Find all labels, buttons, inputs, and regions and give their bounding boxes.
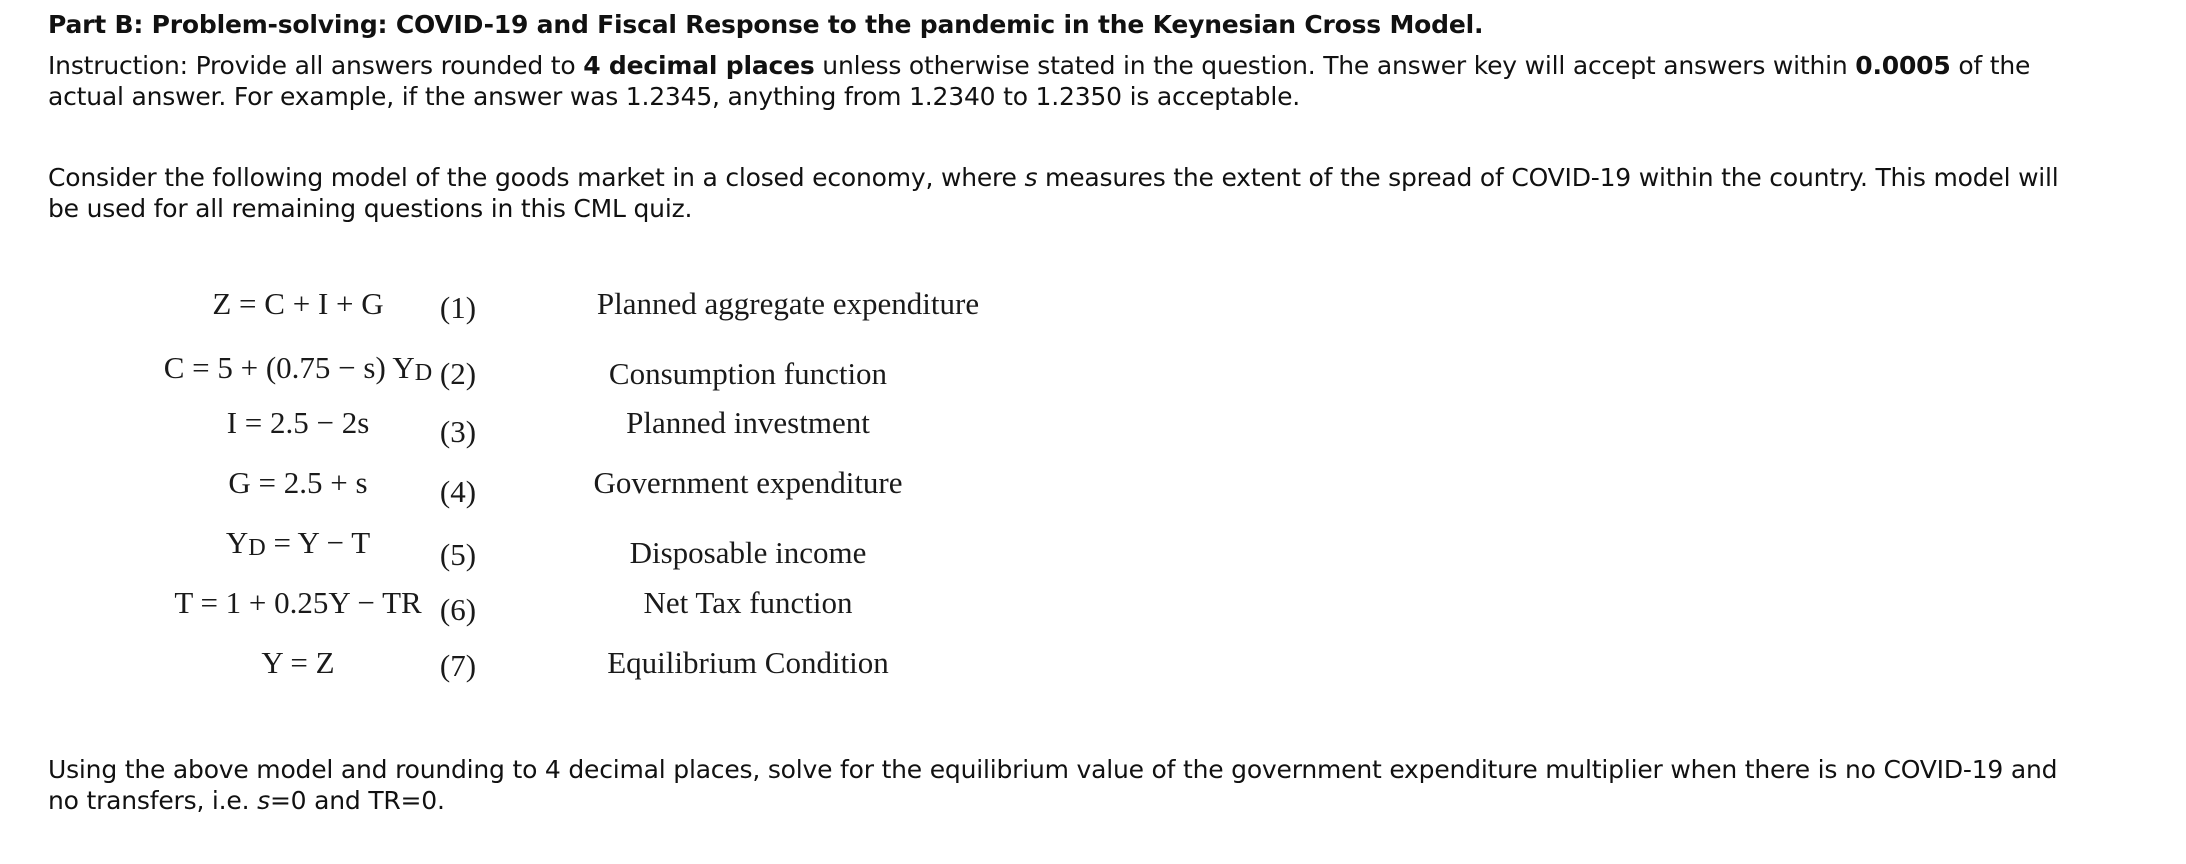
equation-5-description: Disposable income bbox=[629, 535, 867, 570]
instruction-prefix: Instruction: Provide all answers rounded to bbox=[48, 51, 584, 80]
equation-6-number: (6) bbox=[439, 592, 477, 627]
equation-7-number: (7) bbox=[439, 648, 477, 683]
model-intro-suffix: measures the extent of the spread of COVID-19 within the country. This model will be used for all remaining questions in this CML quiz. bbox=[48, 163, 2059, 223]
equation-5-subscript: D bbox=[248, 533, 266, 561]
question-suffix: =0 and TR=0. bbox=[269, 786, 445, 815]
equation-5-number: (5) bbox=[439, 537, 477, 572]
instruction-bold-decimals: 4 decimal places bbox=[583, 51, 815, 80]
equation-6-description: Net Tax function bbox=[643, 585, 853, 620]
equation-2-main: C = 5 + (0.75 − s) Y bbox=[163, 350, 415, 385]
instruction-suffix: of the actual answer. For example, if the answer was 1.2345, anything from 1.2340 to 1.2350 is acceptable. bbox=[48, 51, 2031, 111]
instruction-bold-tolerance: 0.0005 bbox=[1855, 51, 1951, 80]
model-intro-variable: s bbox=[1024, 163, 1038, 192]
equation-2-subscript: D bbox=[414, 358, 433, 386]
equation-2-description: Consumption function bbox=[608, 356, 888, 391]
equation-4-description: Government expenditure bbox=[593, 465, 903, 500]
equation-7-description: Equilibrium Condition bbox=[607, 645, 889, 680]
equation-1-description: Planned aggregate expenditure bbox=[596, 286, 980, 321]
page-title: Part B: Problem-solving: COVID-19 and Fiscal Response to the pandemic in the Keynesian Cross Model. bbox=[48, 10, 1484, 39]
equation-5-tail: = Y − T bbox=[265, 525, 371, 560]
equation-7: Y = Z bbox=[261, 645, 335, 680]
question-paragraph bbox=[48, 754, 2088, 816]
equation-3-description: Planned investment bbox=[626, 405, 870, 440]
question-prefix: Using the above model and rounding to 4 decimal places, solve for the equilibrium value of the government expenditure multiplier when there is no COVID-19 and no transfers, i.e. bbox=[48, 755, 2058, 815]
equation-2-number: (2) bbox=[439, 356, 477, 391]
equation-3-number: (3) bbox=[439, 414, 477, 449]
equation-3: I = 2.5 − 2s bbox=[226, 405, 370, 440]
model-intro-prefix: Consider the following model of the goods market in a closed economy, where bbox=[48, 163, 1025, 192]
equation-1: Z = C + I + G bbox=[212, 286, 384, 321]
equation-1-number: (1) bbox=[439, 290, 477, 325]
model-intro-paragraph bbox=[48, 162, 2088, 224]
equation-4: G = 2.5 + s bbox=[228, 465, 368, 500]
question-variable: s bbox=[257, 786, 270, 815]
instruction-paragraph bbox=[48, 50, 2088, 112]
equation-4-number: (4) bbox=[439, 474, 477, 509]
equation-6: T = 1 + 0.25Y − TR bbox=[174, 585, 422, 620]
instruction-middle: unless otherwise stated in the question. The answer key will accept answers within bbox=[814, 51, 1856, 80]
equation-5-main: Y bbox=[225, 525, 249, 560]
